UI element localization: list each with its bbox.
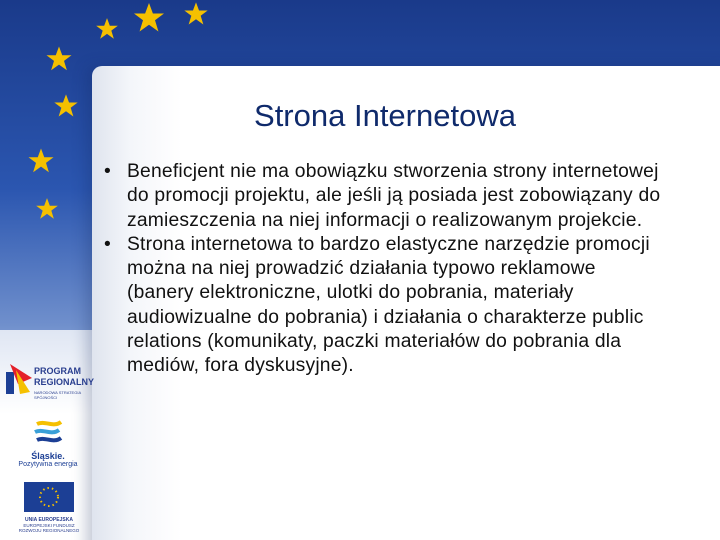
program-regionalny-icon [6, 364, 32, 396]
logo-text: REGIONALNY [34, 377, 95, 387]
logo-text: EUROPEJSKI FUNDUSZ [23, 523, 75, 528]
bullet-icon: • [104, 161, 111, 182]
star-icon [34, 196, 60, 222]
logo-text: Pozytywna energia [18, 461, 78, 468]
slaskie-logo [8, 418, 88, 472]
eu-flag-icon [24, 482, 74, 512]
bullet-icon: • [104, 233, 111, 255]
eu-logo [10, 482, 88, 538]
star-icon [94, 16, 120, 42]
bullet-item [104, 160, 664, 233]
slaskie-icon [33, 418, 63, 446]
slide-title: Strona Internetowa [254, 98, 516, 133]
star-icon [44, 44, 74, 74]
star-icon [182, 0, 210, 28]
logo-text: NARODOWA STRATEGIA SPÓJNOŚCI [34, 390, 81, 400]
star-icon [130, 0, 168, 36]
program-regionalny-logo [4, 360, 95, 402]
logo-text: Śląskie. [31, 451, 65, 461]
bullet-text: Strona internetowa to bardzo elastyczne narzędzie promocji można na niej prowadzić działania typowo reklamowe (banery elektroniczne, ulotki do pobrania, materiały audiowizualne do pobrania) i działania o charakterze public relations (komunikaty, paczki materiałów do pobrania dla mediów, fora dyskusyjne). [127, 233, 650, 377]
logo-text: PROGRAM [34, 366, 81, 376]
logo-text: UNIA EUROPEJSKA [25, 517, 73, 523]
star-icon [52, 92, 80, 120]
bullet-text: Beneficjent nie ma obowiązku stworzenia strony internetowej do promocji projektu, ale jeśli ją posiada jest zobowiązany do zamieszczenia na niej informacji o realizowanym projekcie. [127, 161, 661, 231]
bullet-item [104, 233, 664, 379]
logo-text: ROZWOJU REGIONALNEGO [18, 528, 80, 533]
bullet-list [104, 160, 664, 379]
star-icon [26, 146, 56, 176]
